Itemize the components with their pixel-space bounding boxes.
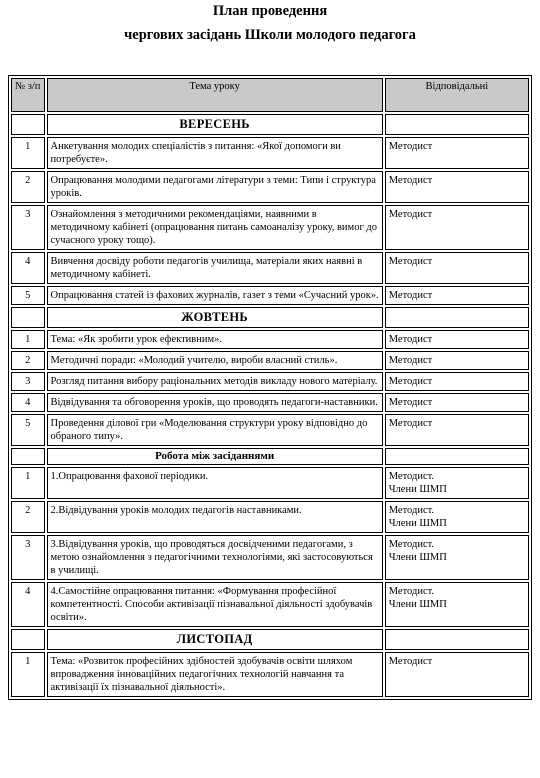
header-num: № з/п [11,78,45,112]
month-section-row [11,307,529,328]
table-row [11,286,529,305]
row-topic: 4.Самостійне опрацювання питання: «Формування професійної компетентності. Способи активізації пізнавальної діяльності здобувачів освіти». [47,582,383,627]
row-topic: Розгляд питання вибору раціональних методів викладу нового матеріалу. [47,372,383,391]
section-blank-cell [385,307,529,328]
table-row [11,171,529,203]
row-topic: Тема: «Розвиток професійних здібностей здобувачів освіти шляхом впровадження інноваційних педагогічних технологій навчання та активізації їх пізнавальної діяльності». [47,652,383,697]
row-number: 1 [11,137,45,169]
row-responsible [385,501,529,533]
table-row [11,330,529,349]
section-label: Робота між засіданнями [47,448,383,465]
row-topic: Відвідування та обговорення уроків, що проводять педагоги-наставники. [47,393,383,412]
plan-table [8,75,532,700]
row-responsible [385,535,529,580]
row-number: 1 [11,652,45,697]
row-number: 2 [11,501,45,533]
row-topic: Методичні поради: «Молодий учителю, вироби власний стиль». [47,351,383,370]
row-number: 3 [11,372,45,391]
responsible-name: Методист. [388,586,435,597]
row-topic: Ознайомлення з методичними рекомендаціями, наявними в методичному кабінеті (опрацювання питань самоаналізу уроку, вимог до сучасного уроку тощо). [47,205,383,250]
row-number: 4 [11,393,45,412]
row-responsible [385,372,529,391]
responsible-name: Методист [388,175,433,186]
responsible-name: Члени ШМП [388,518,447,529]
responsible-name: Методист [388,290,433,301]
row-responsible [385,286,529,305]
section-label: ЛИСТОПАД [47,629,383,650]
row-topic: 3.Відвідування уроків, що проводяться досвідченими педагогами, з метою ознайомлення з педагогічними технологіями, які застосовуються в училищі. [47,535,383,580]
table-row [11,582,529,627]
month-section-row [11,114,529,135]
table-row [11,501,529,533]
row-number: 2 [11,351,45,370]
row-responsible [385,582,529,627]
section-blank-cell [11,307,45,328]
responsible-name: Методист [388,418,433,429]
responsible-name: Методист [388,355,433,366]
month-section-row [11,629,529,650]
section-blank-cell [11,448,45,465]
document-subtitle: чергових засідань Школи молодого педагога [124,27,416,43]
header-responsible: Відповідальні [385,78,529,112]
table-row [11,351,529,370]
table-row [11,372,529,391]
row-responsible [385,137,529,169]
responsible-name: Члени ШМП [388,552,447,563]
table-row [11,137,529,169]
row-responsible [385,252,529,284]
row-responsible [385,652,529,697]
responsible-name: Методист. [388,471,435,482]
row-number: 4 [11,582,45,627]
row-topic: Опрацювання молодими педагогами літератури з теми: Типи і структура уроків. [47,171,383,203]
section-blank-cell [385,114,529,135]
row-number: 3 [11,205,45,250]
table-row [11,652,529,697]
responsible-name: Методист [388,334,433,345]
table-row [11,205,529,250]
responsible-name: Члени ШМП [388,599,447,610]
responsible-name: Члени ШМП [388,484,447,495]
row-topic: 1.Опрацювання фахової періодики. [47,467,383,499]
row-responsible [385,205,529,250]
row-number: 5 [11,414,45,446]
row-number: 1 [11,467,45,499]
row-topic: Опрацювання статей із фахових журналів, газет з теми «Сучасний урок». [47,286,383,305]
row-topic: Анкетування молодих спеціалістів з питання: «Якої допомоги ви потребуєте». [47,137,383,169]
responsible-name: Методист [388,397,433,408]
table-row [11,414,529,446]
table-row [11,535,529,580]
row-responsible [385,171,529,203]
subsection-row [11,448,529,465]
document-title: План проведення [212,3,328,19]
section-blank-cell [385,629,529,650]
responsible-name: Методист [388,141,433,152]
row-topic: Тема: «Як зробити урок ефективним». [47,330,383,349]
table-row [11,252,529,284]
responsible-name: Методист [388,256,433,267]
row-topic: 2.Відвідування уроків молодих педагогів наставниками. [47,501,383,533]
row-number: 2 [11,171,45,203]
row-responsible [385,351,529,370]
header-topic: Тема уроку [47,78,383,112]
section-blank-cell [385,448,529,465]
section-label: ВЕРЕСЕНЬ [47,114,383,135]
table-row [11,393,529,412]
row-number: 3 [11,535,45,580]
row-responsible [385,330,529,349]
responsible-name: Методист. [388,505,435,516]
table-row [11,467,529,499]
table-header-row [11,78,529,112]
row-responsible [385,414,529,446]
row-responsible [385,467,529,499]
row-number: 5 [11,286,45,305]
row-topic: Вивчення досвіду роботи педагогів училища, матеріали яких наявні в методичному кабінеті. [47,252,383,284]
section-label: ЖОВТЕНЬ [47,307,383,328]
row-topic: Проведення ділової гри «Моделювання структури уроку відповідно до обраного типу». [47,414,383,446]
responsible-name: Методист. [388,539,435,550]
responsible-name: Методист [388,209,433,220]
row-number: 1 [11,330,45,349]
plan-table-body [11,78,529,697]
responsible-name: Методист [388,656,433,667]
row-responsible [385,393,529,412]
section-blank-cell [11,629,45,650]
responsible-name: Методист [388,376,433,387]
row-number: 4 [11,252,45,284]
section-blank-cell [11,114,45,135]
